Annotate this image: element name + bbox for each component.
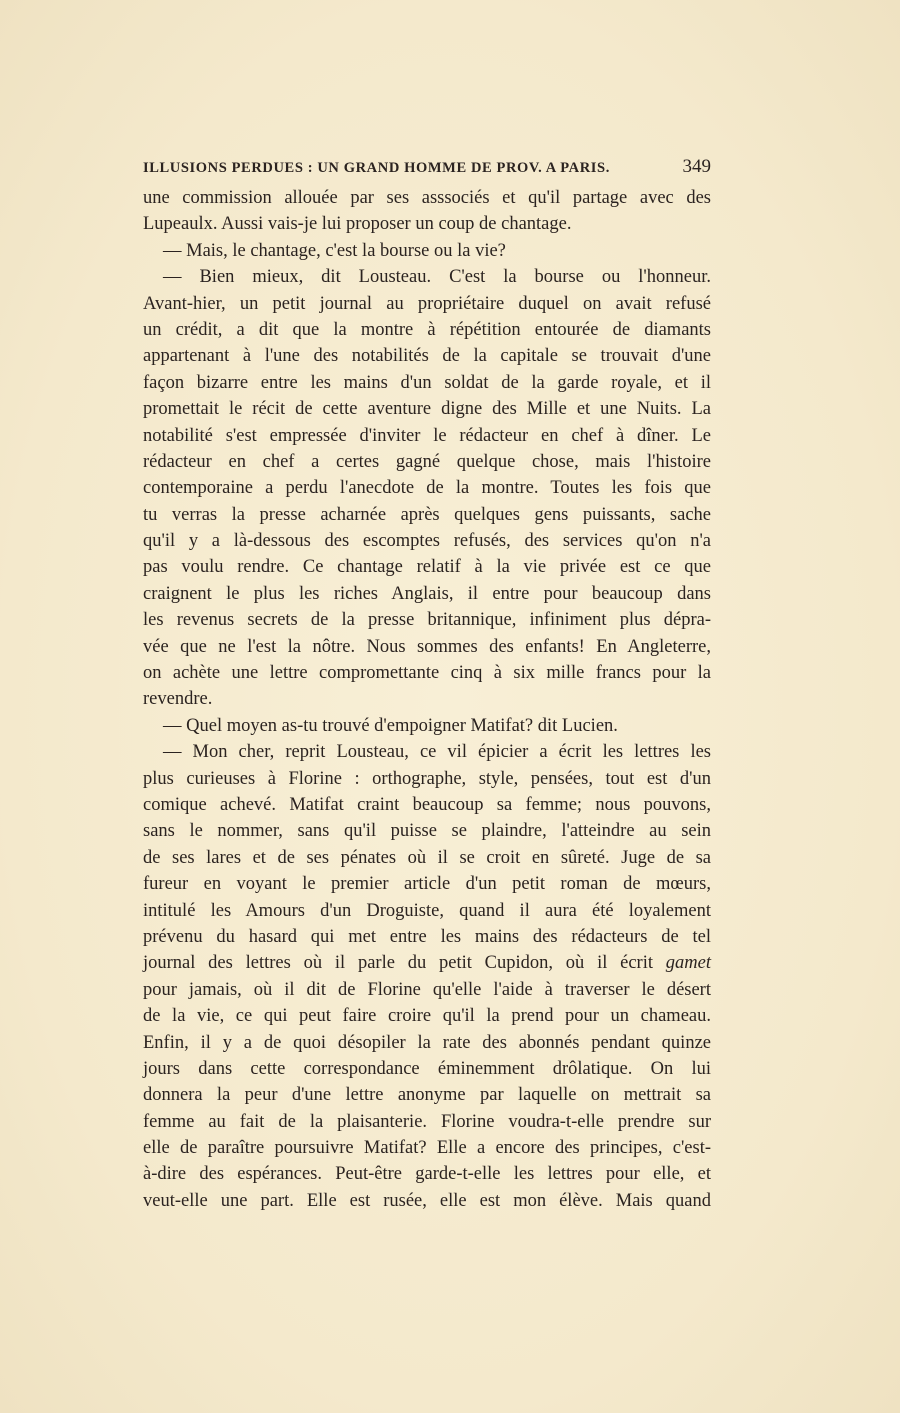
text-line (143, 238, 711, 264)
text-line (143, 502, 711, 528)
line-text: les revenus secrets de la presse britannique, infiniment plus dépra- (143, 610, 711, 631)
line-text: — Mon cher, reprit Lousteau, ce vil épicier a écrit les lettres les (163, 742, 711, 763)
line-text: femme au fait de la plaisanterie. Florine voudra-t-elle prendre sur (143, 1111, 711, 1132)
line-text: donnera la peur d'une lettre anonyme par laquelle on mettrait sa (143, 1085, 711, 1106)
line-text: — Mais, le chantage, c'est la bourse ou la vie? (163, 240, 506, 261)
text-line (143, 396, 711, 422)
text-line (143, 581, 711, 607)
line-text: — Quel moyen as-tu trouvé d'empoigner Matifat? dit Lucien. (163, 715, 618, 736)
text-line (143, 1082, 711, 1108)
text-line (143, 660, 711, 686)
line-text: de la vie, ce qui peut faire croire qu'il la prend pour un chameau. (143, 1006, 711, 1027)
line-text: un crédit, a dit que la montre à répétition entourée de diamants (143, 319, 711, 340)
line-text: une commission allouée par ses asssociés et qu'il partage avec des (143, 188, 711, 208)
text-line (143, 291, 711, 317)
page-number: 349 (682, 156, 711, 177)
text-line (143, 1109, 711, 1135)
text-line (143, 1135, 711, 1161)
running-title: ILLUSIONS PERDUES : UN GRAND HOMME DE PROV. A PARIS. (143, 160, 610, 176)
text-line (143, 950, 711, 976)
line-text: fureur en voyant le premier article d'un petit roman de mœurs, (143, 874, 711, 895)
line-text: pas voulu rendre. Ce chantage relatif à la vie privée est ce que (143, 557, 711, 578)
text-line (143, 634, 711, 660)
text-line (143, 977, 711, 1003)
text-line (143, 818, 711, 844)
text-line (143, 423, 711, 449)
text-line (143, 924, 711, 950)
line-text: rédacteur en chef a certes gagné quelque chose, mais l'histoire (143, 451, 711, 472)
page-header (143, 156, 711, 182)
text-line (143, 449, 711, 475)
line-text: sans le nommer, sans qu'il puisse se plaindre, l'atteindre au sein (143, 821, 711, 842)
text-line (143, 1056, 711, 1082)
text-line (143, 1030, 711, 1056)
line-text: Lupeaulx. Aussi vais-je lui proposer un coup de chantage. (143, 214, 572, 235)
line-text: contemporaine a perdu l'anecdote de la montre. Toutes les fois que (143, 478, 711, 499)
text-line (143, 1003, 711, 1029)
line-text: comique achevé. Matifat craint beaucoup sa femme; nous pouvons, (143, 794, 711, 815)
line-text: de ses lares et de ses pénates où il se croit en sûreté. Juge de sa (143, 847, 711, 868)
line-text: Avant-hier, un petit journal au propriétaire duquel on avait refusé (143, 293, 711, 314)
text-line (143, 1188, 711, 1214)
text-line (143, 607, 711, 633)
line-text: prévenu du hasard qui met entre les mains des rédacteurs de tel (143, 926, 711, 947)
body-text (143, 185, 711, 1214)
line-text: jours dans cette correspondance éminemment drôlatique. On lui (143, 1058, 711, 1079)
text-line (143, 343, 711, 369)
line-text: qu'il y a là-dessous des escomptes refusés, des services qu'on n'a (143, 531, 711, 552)
line-text: promettait le récit de cette aventure digne des Mille et une Nuits. La (143, 399, 711, 420)
line-text: à-dire des espérances. Peut-être garde-t-elle les lettres pour elle, et (143, 1164, 711, 1185)
text-line (143, 554, 711, 580)
text-line (143, 686, 711, 712)
text-line (143, 898, 711, 924)
text-line (143, 475, 711, 501)
text-line (143, 185, 711, 211)
line-text: intitulé les Amours d'un Droguiste, quand il aura été loyalement (143, 900, 711, 921)
line-text: pour jamais, où il dit de Florine qu'elle l'aide à traverser le désert (143, 979, 711, 1000)
text-line (143, 739, 711, 765)
line-text: journal des lettres où il parle du petit Cupidon, où il écrit (143, 953, 653, 974)
line-text: façon bizarre entre les mains d'un soldat de la garde royale, et il (143, 372, 711, 393)
line-text: revendre. (143, 689, 213, 710)
line-text: appartenant à l'une des notabilités de la capitale se trouvait d'une (143, 346, 711, 367)
text-line (143, 766, 711, 792)
text-line (143, 264, 711, 290)
text-line (143, 845, 711, 871)
line-text: tu verras la presse acharnée après quelques gens puissants, sache (143, 504, 711, 525)
text-line (143, 871, 711, 897)
line-text: elle de paraître poursuivre Matifat? Elle a encore des principes, c'est- (143, 1138, 711, 1159)
text-line (143, 1161, 711, 1187)
line-text: Enfin, il y a de quoi désopiler la rate des abonnés pendant quinze (143, 1032, 711, 1053)
line-text: notabilité s'est empressée d'inviter le rédacteur en chef à dîner. Le (143, 425, 711, 446)
line-text: craignent le plus les riches Anglais, il entre pour beaucoup dans (143, 583, 711, 604)
line-text: — Bien mieux, dit Lousteau. C'est la bourse ou l'honneur. (163, 267, 711, 288)
line-text: veut-elle une part. Elle est rusée, elle est mon élève. Mais quand (143, 1190, 711, 1211)
text-line (143, 713, 711, 739)
line-text: on achète une lettre compromettante cinq à six mille francs pour la (143, 663, 711, 684)
text-line (143, 528, 711, 554)
text-line (143, 211, 711, 237)
text-line (143, 370, 711, 396)
line-text: vée que ne l'est la nôtre. Nous sommes des enfants! En Angleterre, (143, 636, 711, 657)
line-text: plus curieuses à Florine : orthographe, style, pensées, tout est d'un (143, 768, 711, 789)
text-line (143, 792, 711, 818)
italic-word: gamet (665, 953, 711, 974)
text-line (143, 317, 711, 343)
